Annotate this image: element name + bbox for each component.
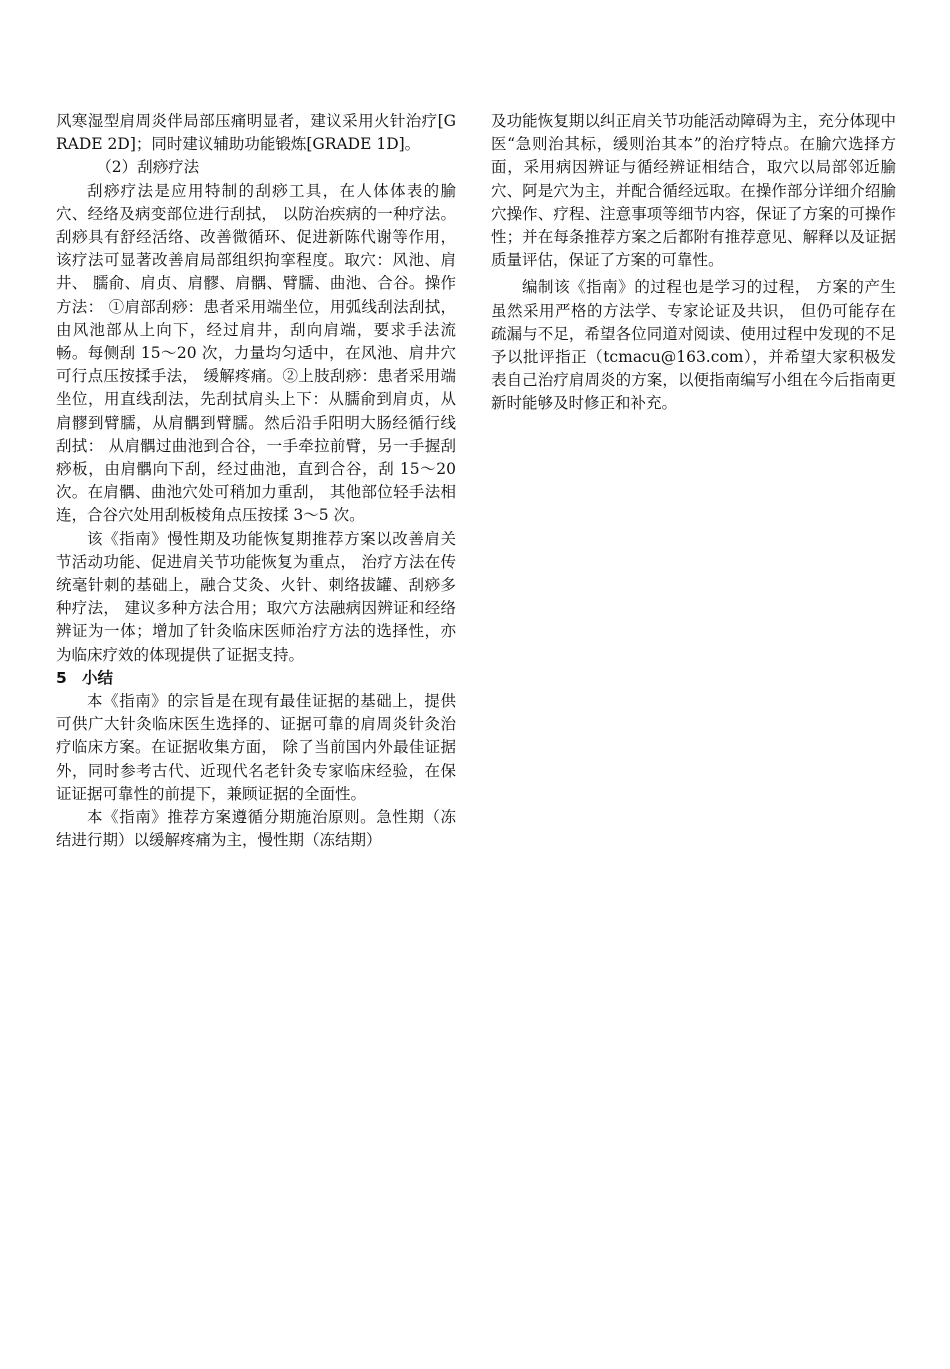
paragraph-staged-treatment: 本《指南》推荐方案遵循分期施治原则。急性期（冻结进行期）以缓解疼痛为主，慢性期（冻结期） bbox=[56, 808, 456, 850]
paragraph-chronic-phase-summary: 该《指南》慢性期及功能恢复期推荐方案以改善肩关节活动功能、促进肩关节功能恢复为重点， 治疗方法在传统毫针刺的基础上，融合艾灸、火针、刺络拔罐、刮痧多种疗法， 建议多种方法合用；取穴方法融病因辨证和经络辨证为一体；增加了针灸临床医师治疗方法的选择性，亦为临床疗效的体现提供了证据支持。 bbox=[56, 529, 456, 664]
paragraph-gua-sha-method: 刮痧疗法是应用特制的刮痧工具，在人体体表的腧穴、经络及病变部位进行刮拭， 以防治疾病的一种疗法。刮痧具有舒经活络、改善微循环、促进新陈代谢等作用，该疗法可显著改善肩局部组织拘挛程度。取穴：风池、肩井、 臑俞、肩贞、肩髎、肩髃、臂臑、曲池、合谷。操作方法： ①肩部刮痧：患者采用端坐位，用弧线刮法刮拭，由风池部从上向下，经过肩井，刮向肩端，要求手法流畅。每侧刮 15～20 次，力量均匀适中，在风池、肩井穴可行点压按揉手法， 缓解疼痛。②上肢刮痧：患者采用端坐位，用直线刮法，先刮拭肩头上下：从臑俞到肩贞，从肩髎到臂臑，从肩髃到臂臑。然后沿手阳明大肠经循行线刮拭： 从肩髃过曲池到合谷，一手牵拉前臂，另一手握刮痧板，由肩髃向下刮，经过曲池，直到合谷，刮 15～20 次。在肩髃、曲池穴处可稍加力重刮， 其他部位轻手法相连，合谷穴处用刮板棱角点压按揉 3～5 次。 bbox=[56, 181, 456, 525]
paragraph-guideline-purpose: 本《指南》的宗旨是在现有最佳证据的基础上，提供可供广大针灸临床医生选择的、证据可靠的肩周炎针灸治疗临床方案。在证据收集方面， 除了当前国内外最佳证据外，同时参考古代、近现代名老针灸专家临床经验，在保证证据可靠性的前提下，兼顾证据的全面性。 bbox=[56, 692, 456, 803]
paragraph-fire-needle-recommendation: 风寒湿型肩周炎伴局部压痛明显者，建议采用火针治疗[GRADE 2D]；同时建议辅助功能锻炼[GRADE 1D]。 bbox=[56, 112, 456, 154]
paragraph-feedback-request: 编制该《指南》的过程也是学习的过程， 方案的产生虽然采用严格的方法学、专家论证及共识， 但仍可能存在疏漏与不足，希望各位同道对阅读、使用过程中发现的不足予以批评指正（tcmacu@163.com），并希望大家积极发表自己治疗肩周炎的方案，以便指南编写小组在今后指南更新时能够及时修正和补充。 bbox=[491, 278, 896, 413]
subheading-gua-sha: （2）刮痧疗法 bbox=[96, 158, 200, 177]
section-title: 小结 bbox=[82, 668, 114, 687]
section-number: 5 bbox=[56, 668, 67, 687]
left-column bbox=[56, 110, 456, 853]
right-column bbox=[491, 110, 896, 416]
section-heading-summary bbox=[56, 667, 456, 690]
paragraph-treatment-characteristics: 及功能恢复期以纠正肩关节功能活动障碍为主，充分体现中医“急则治其标，缓则治其本”的治疗特点。在腧穴选择方面，采用病因辨证与循经辨证相结合，取穴以局部邻近腧穴、阿是穴为主，并配合循经远取。在操作部分详细介绍腧穴操作、疗程、注意事项等细节内容，保证了方案的可操作性；并在每条推荐方案之后都附有推荐意见、解释以及证据质量评估，保证了方案的可靠性。 bbox=[491, 112, 896, 270]
